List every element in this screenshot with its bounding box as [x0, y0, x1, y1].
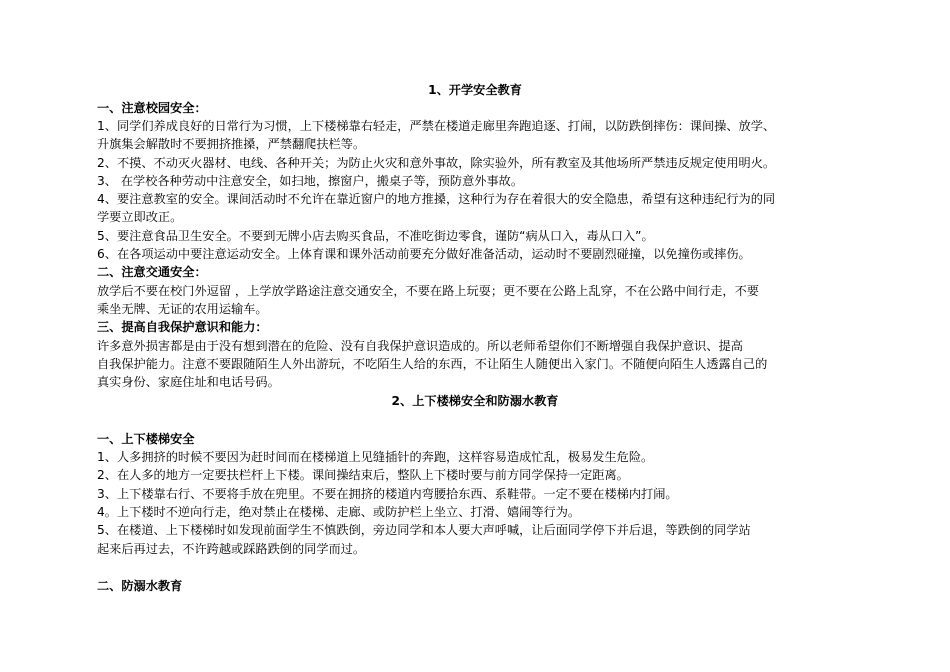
section-title-2: 2、上下楼梯安全和防溺水教育	[391, 394, 559, 408]
heading-drowning-prevention: 二、防溺水教育	[97, 579, 183, 593]
paragraph-line: 5、要注意食品卫生安全。不要到无牌小店去购买食品，不准吃街边零食，谨防“病从口入，毒从口入”。	[97, 229, 654, 243]
paragraph-line: 许多意外损害都是由于没有想到潜在的危险、没有自我保护意识造成的。所以老师希望你们不断增强自我保护意识、提高	[97, 339, 743, 353]
paragraph-line: 2、不摸、不动灭火器材、电线、各种开关；为防止火灾和意外事故，除实验外，所有教室及其他场所严禁违反规定使用明火。	[97, 156, 776, 170]
paragraph-line: 真实身份、家庭住址和电话号码。	[97, 375, 280, 389]
paragraph-line: 3、上下楼靠右行、不要将手放在兜里。不要在拥挤的楼道内弯腰拾东西、系鞋带。一定不要在楼梯内打闹。	[97, 487, 678, 501]
heading-stairs-safety: 一、上下楼梯安全	[97, 432, 195, 446]
section-title-1: 1、开学安全教育	[428, 83, 522, 97]
paragraph-line: 升旗集会解散时不要拥挤推搡，严禁翻爬扶栏等。	[97, 137, 366, 151]
paragraph-line: 学要立即改正。	[97, 210, 183, 224]
paragraph-line: 放学后不要在校门外逗留 ，上学放学路途注意交通安全，不要在路上玩耍；更不要在公路上乱穿，不在公路中间行走，不要	[97, 284, 759, 298]
paragraph-line: 1、人多拥挤的时候不要因为赶时间而在楼梯道上见缝插针的奔跑，这样容易造成忙乱，极易发生危险。	[97, 450, 654, 464]
paragraph-line: 1、同学们养成良好的日常行为习惯，上下楼梯靠右轻走，严禁在楼道走廊里奔跑追逐、打闹，以防跌倒摔伤：课间操、放学、	[97, 119, 776, 133]
paragraph-line: 乘坐无牌、无证的农用运输车。	[97, 302, 268, 316]
heading-campus-safety: 一、注意校园安全：	[97, 101, 207, 115]
heading-traffic-safety: 二、注意交通安全：	[97, 265, 207, 279]
paragraph-line: 2、在人多的地方一定要扶栏杆上下楼。课间操结束后，整队上下楼时要与前方同学保持一定距离。	[97, 468, 629, 482]
paragraph-line: 6、在各项运动中要注意运动安全。上体育课和课外活动前要充分做好准备活动，运动时不要剧烈碰撞，以免撞伤或摔伤。	[97, 247, 751, 261]
paragraph-line: 起来后再过去，不许跨越或踩路跌倒的同学而过。	[97, 542, 366, 556]
paragraph-line: 5、在楼道、上下楼梯时如发现前面学生不慎跌倒，旁边同学和本人要大声呼喊，让后面同学停下并后退，等跌倒的同学站	[97, 523, 751, 537]
paragraph-line: 自我保护能力。注意不要跟随陌生人外出游玩，不吃陌生人给的东西，不让陌生人随便出入家门。不随便向陌生人透露自己的	[97, 357, 768, 371]
paragraph-line: 4、要注意教室的安全。课间活动时不允许在靠近窗户的地方推搡，这种行为存在着很大的安全隐患，希望有这种违纪行为的同	[97, 192, 776, 206]
paragraph-line: 3、 在学校各种劳动中注意安全，如扫地，擦窗户，搬桌子等，预防意外事故。	[97, 174, 524, 188]
paragraph-line: 4。上下楼时不逆向行走，绝对禁止在楼梯、走廊、或防护栏上坐立、打滑、嬉闹等行为。	[97, 505, 581, 519]
heading-self-protection: 三、提高自我保护意识和能力：	[97, 320, 268, 334]
